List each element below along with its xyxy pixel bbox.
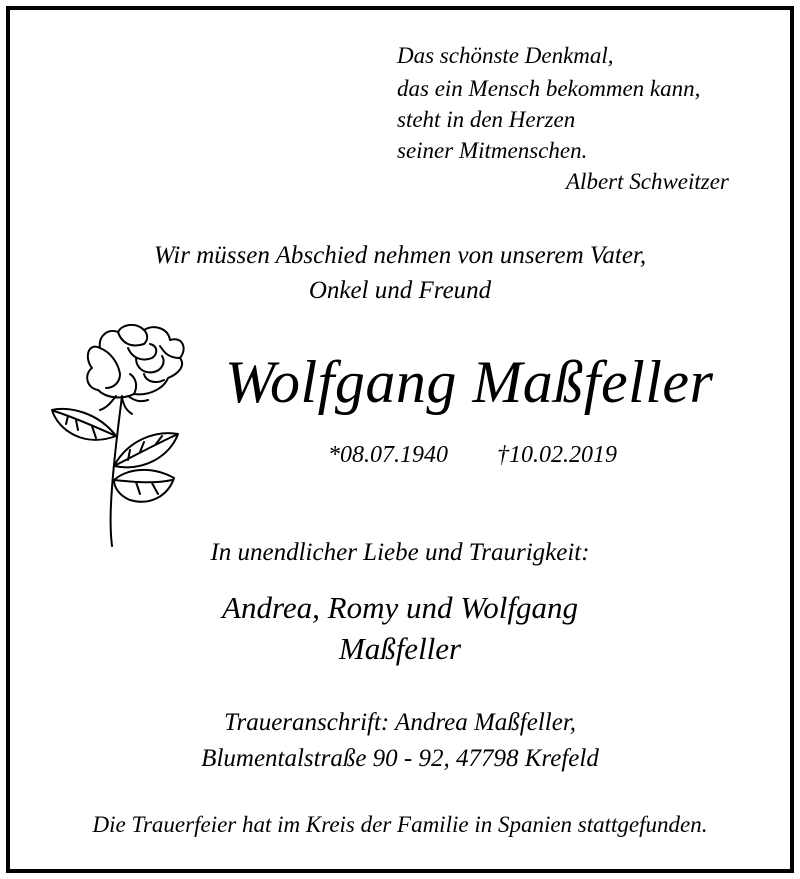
death-date: †10.02.2019	[497, 442, 617, 468]
funeral-note: Die Trauerfeier hat im Kreis der Familie in Spanien stattgefunden.	[92, 812, 708, 837]
quote-line: seiner Mitmenschen.	[397, 138, 588, 163]
mourning-address-label: Traueranschrift: Andrea Maßfeller,	[223, 709, 577, 736]
quote-line: steht in den Herzen	[397, 107, 576, 132]
rose-icon	[40, 318, 200, 548]
mourning-address-street: Blumentalstraße 90 - 92, 47798 Krefeld	[201, 745, 599, 772]
quote-line: das ein Mensch bekommen kann,	[397, 76, 701, 101]
mourners-names: Andrea, Romy und Wolfgang	[222, 590, 578, 625]
quote-author: Albert Schweitzer	[566, 169, 729, 194]
intro-line: Wir müssen Abschied nehmen von unserem Vater,	[153, 242, 647, 269]
deceased-name: Wolfgang Maßfeller	[225, 349, 714, 415]
intro-line: Onkel und Freund	[308, 277, 492, 304]
mourners-intro: In unendlicher Liebe und Traurigkeit:	[210, 539, 590, 566]
quote-line: Das schönste Denkmal,	[397, 43, 614, 68]
birth-date: *08.07.1940	[328, 442, 448, 468]
mourners-surname: Maßfeller	[338, 631, 462, 666]
